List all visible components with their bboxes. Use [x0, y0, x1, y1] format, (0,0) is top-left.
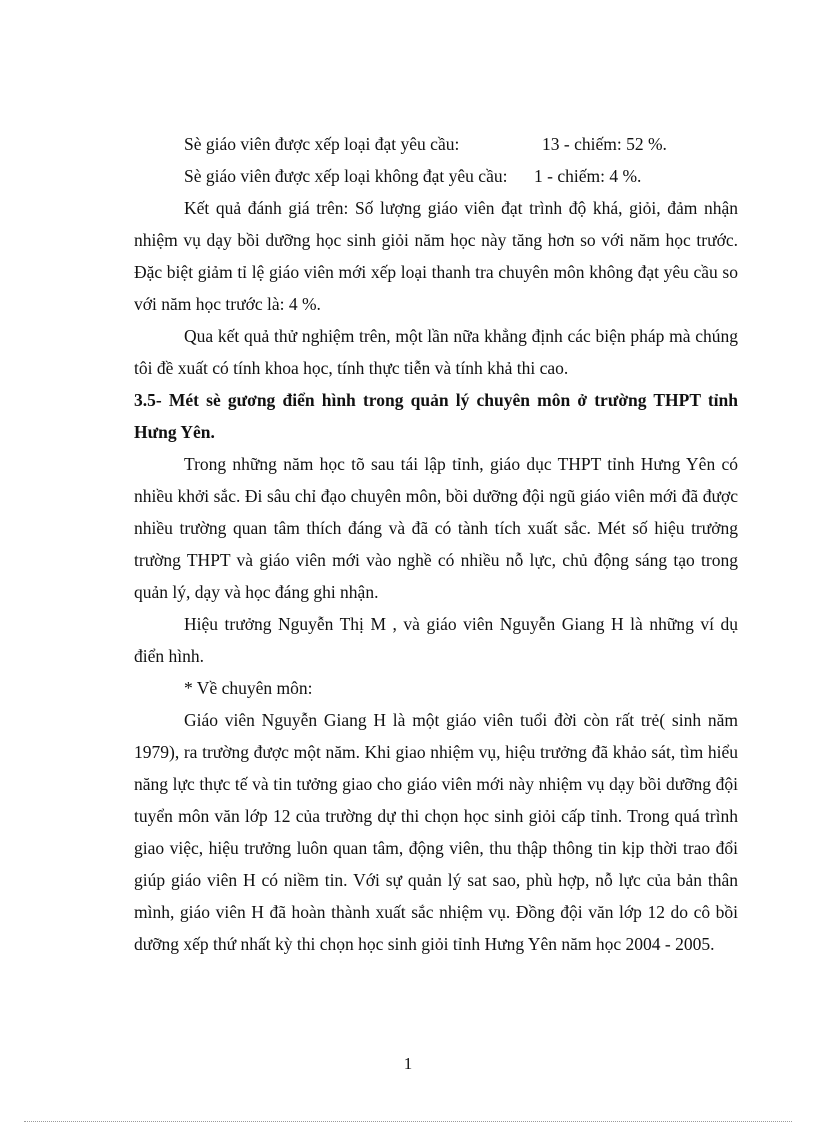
examples-paragraph: Hiệu trưởng Nguyễn Thị M , và giáo viên Nguyễn Giang H là những ví dụ điển hình. — [134, 614, 738, 666]
conclusion-paragraph: Qua kết quả thử nghiệm trên, một lần nữa khẳng định các biện pháp mà chúng tôi đề xuất có tính khoa học, tính thực tiễn và tính khả thi cao. — [134, 326, 738, 378]
subheading: * Về chuyên môn: — [184, 678, 313, 698]
stat-pass-label: Sè giáo viên được xếp loại đạt yêu cầu: — [184, 134, 460, 154]
stat-pass-row — [134, 128, 738, 160]
stat-pass-value: 13 - chiếm: 52 %. — [542, 134, 667, 154]
stat-fail-label: Sè giáo viên được xếp loại không đạt yêu cầu: — [184, 166, 508, 186]
page-body — [134, 128, 738, 960]
stat-fail-row — [134, 160, 738, 192]
section-heading: 3.5- Mét sè gương điển hình trong quản lý chuyên môn ở trường THPT tỉnh Hưng Yên. — [134, 390, 738, 442]
story-paragraph: Giáo viên Nguyễn Giang H là một giáo viên tuổi đời còn rất trẻ( sinh năm 1979), ra trường được một năm. Khi giao nhiệm vụ, hiệu trưởng đã khảo sát, tìm hiểu năng lực thực tế và tin tưởng giao cho giáo viên mới này nhiệm vụ dạy bồi dưỡng đội tuyển môn văn lớp 12 của trường dự thi chọn học sinh giỏi cấp tỉnh. Trong quá trình giao việc, hiệu trưởng luôn quan tâm, động viên, thu thập thông tin kịp thời trao đổi giúp giáo viên H có niềm tin. Với sự quản lý sat sao, phù hợp, nỗ lực của bản thân mình, giáo viên H đã hoàn thành xuất sắc nhiệm vụ. Đồng đội văn lớp 12 do cô bồi dưỡng xếp thứ nhất kỳ thi chọn học sinh giỏi tỉnh Hưng Yên năm học 2004 - 2005. — [134, 710, 738, 954]
result-paragraph: Kết quả đánh giá trên: Số lượng giáo viên đạt trình độ khá, giỏi, đảm nhận nhiệm vụ dạy bồi dưỡng học sinh giỏi năm học này tăng hơn so với năm học trước. Đặc biệt giảm tỉ lệ giáo viên mới xếp loại thanh tra chuyên môn không đạt yêu cầu so với năm học trước là: 4 %. — [134, 198, 738, 314]
stat-fail-value: 1 - chiếm: 4 %. — [534, 166, 642, 186]
page-number: 1 — [403, 1054, 413, 1073]
intro-paragraph: Trong những năm học tõ sau tái lập tỉnh, giáo dục THPT tỉnh Hưng Yên có nhiều khởi sắc. Đi sâu chỉ đạo chuyên môn, bồi dưỡng đội ngũ giáo viên mới đã được nhiều trường quan tâm thích đáng và đã có tành tích xuất sắc. Mét số hiệu trưởng trường THPT và giáo viên mới vào nghề có nhiều nỗ lực, chủ động sáng tạo trong quản lý, dạy và học đáng ghi nhận. — [134, 454, 738, 602]
page-bottom-divider — [24, 1121, 792, 1122]
